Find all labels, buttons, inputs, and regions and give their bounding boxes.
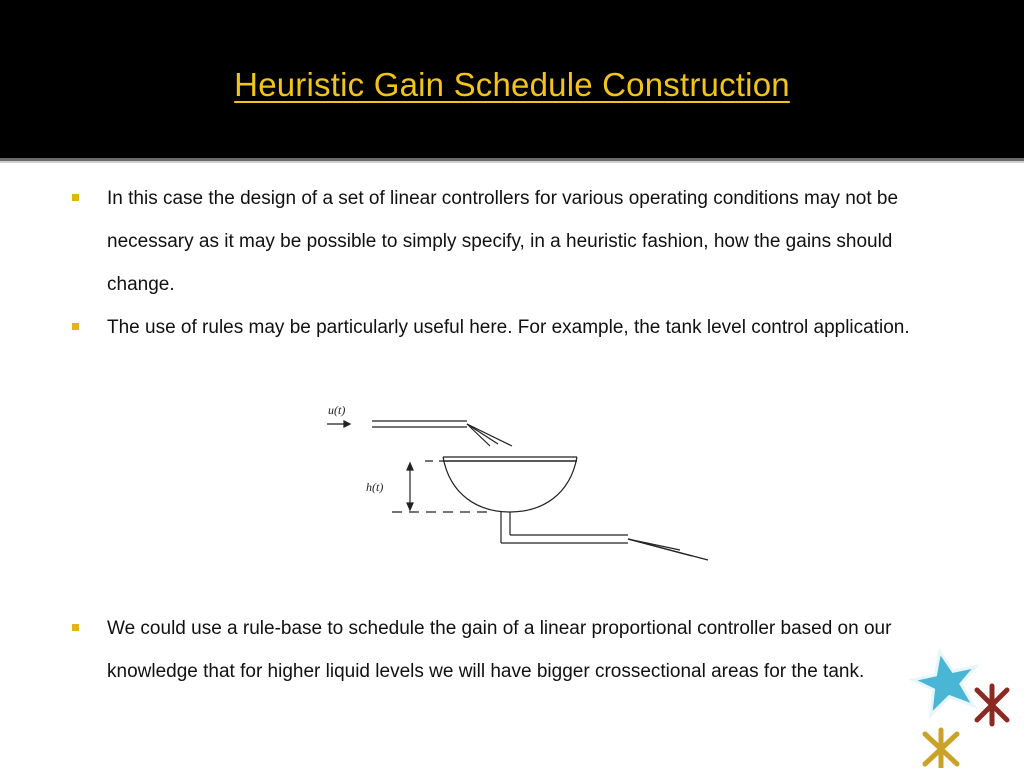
star-icon bbox=[908, 648, 983, 717]
slide-header bbox=[0, 0, 1024, 158]
outlet-stream bbox=[628, 539, 680, 550]
bullet-text: In this case the design of a set of linear controllers for various operating conditions may not be necessary as it may be possible to simply specify, in a heuristic fashion, how the gains should change. bbox=[107, 188, 899, 295]
slide-title: Heuristic Gain Schedule Construction bbox=[234, 66, 790, 103]
asterisk-icon bbox=[925, 730, 957, 767]
bullet-marker-icon bbox=[72, 323, 79, 330]
bullet-text: We could use a rule-base to schedule the gain of a linear proportional controller based on our knowledge that for higher liquid levels we will have bigger crossectional areas for the tank. bbox=[107, 618, 892, 682]
bullet-item bbox=[72, 607, 952, 693]
bullet-item bbox=[72, 177, 952, 306]
bullet-item bbox=[72, 306, 952, 349]
bullet-marker-icon bbox=[72, 624, 79, 631]
tank-diagram bbox=[320, 400, 720, 565]
level-label: h(t) bbox=[366, 480, 384, 494]
bullet-text: The use of rules may be particularly useful here. For example, the tank level control application. bbox=[107, 317, 910, 338]
level-arrow-up-icon bbox=[407, 463, 413, 470]
decorative-stars bbox=[895, 648, 1024, 768]
asterisk-icon bbox=[977, 686, 1007, 724]
inlet-stream bbox=[467, 424, 512, 446]
tank-bowl bbox=[443, 457, 577, 512]
inlet-stream bbox=[467, 424, 490, 446]
input-arrowhead-icon bbox=[344, 421, 350, 427]
inlet-stream bbox=[467, 424, 498, 444]
input-label: u(t) bbox=[328, 403, 346, 417]
bullet-marker-icon bbox=[72, 194, 79, 201]
level-arrow-down-icon bbox=[407, 503, 413, 510]
slide-body bbox=[0, 163, 1024, 768]
